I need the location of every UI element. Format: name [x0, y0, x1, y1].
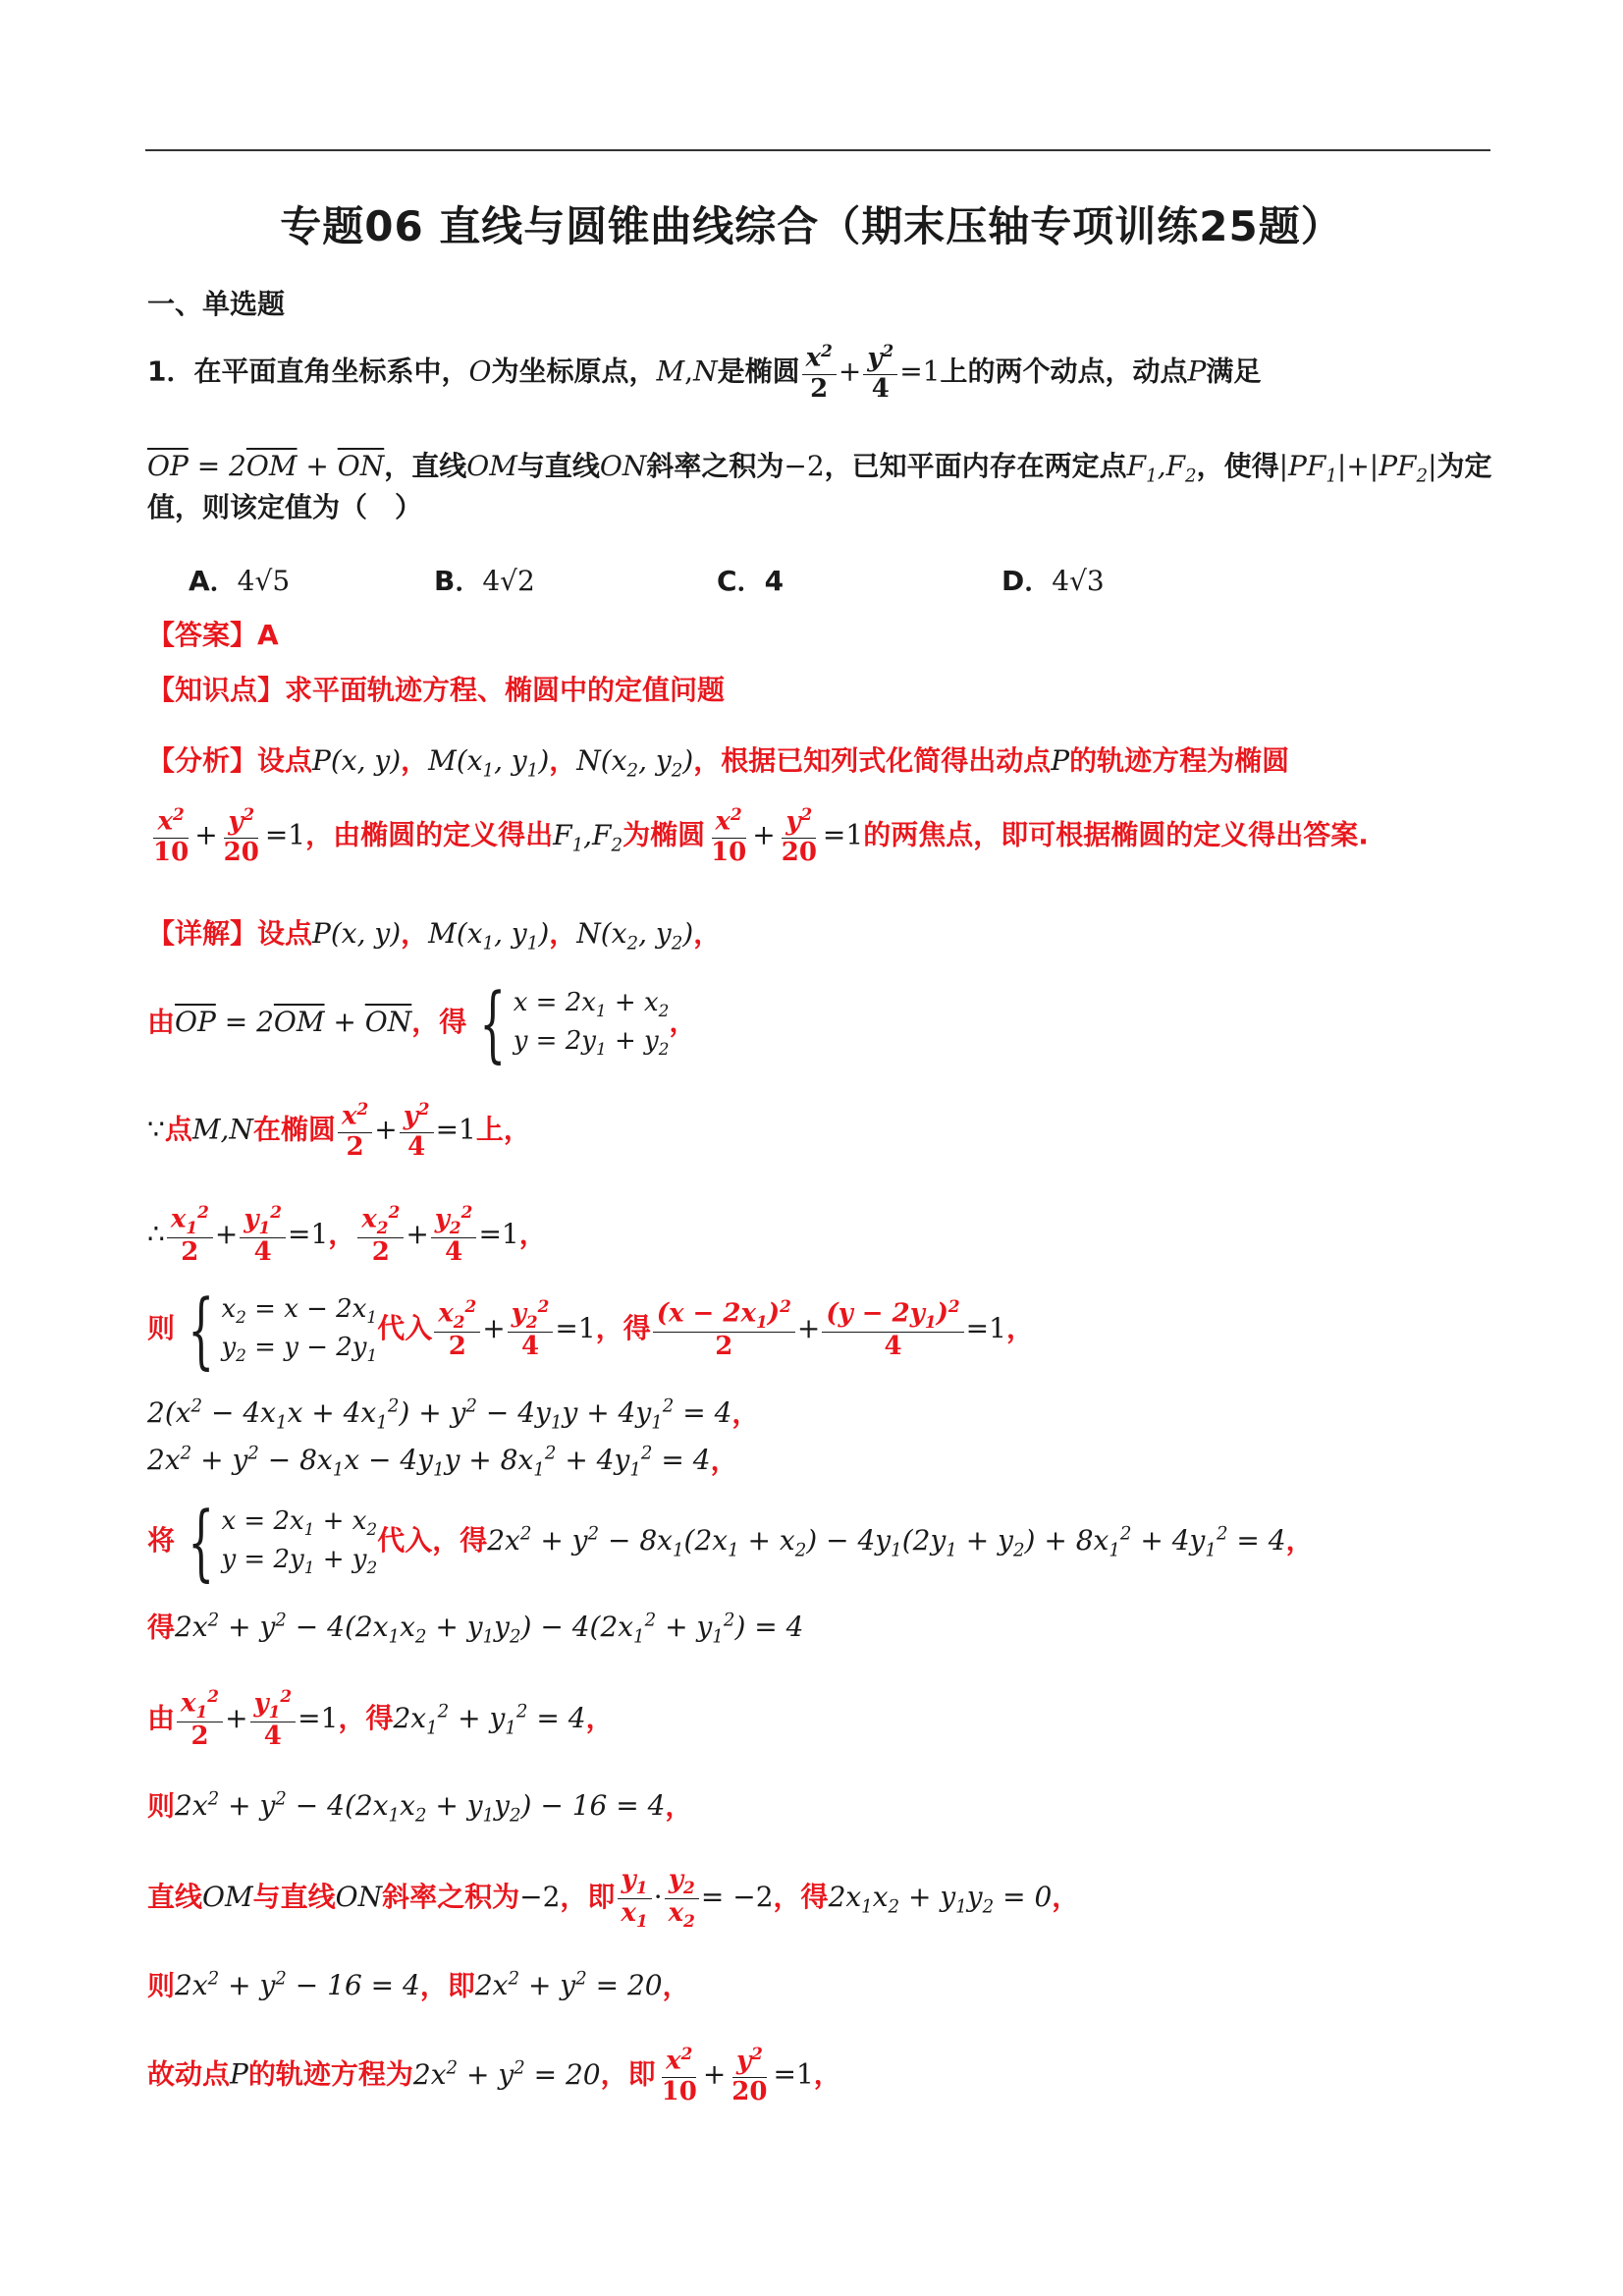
option-d: D．4√3 — [1001, 565, 1105, 597]
detail-line-5: 则 { $x_2 = x - 2x_1$ $y_2 = y - 2y_1$ 代入 $\frac{x_2^2}{2}$ + $\frac{y_2^2}{4}$ =1，得 $\frac{(x - 2x_1)^2}{2}$ + $\frac{(y - 2y_1)^2}{4}$ =1， — [147, 1282, 1034, 1378]
option-c: C．4 — [717, 565, 784, 597]
detail-line-7: $2x^2 + y^2 - 8x_1x - 4y_1y + 8x_1^2 + 4y_1^2 = 4$， — [147, 1444, 738, 1481]
detail-line-10: 由 $\frac{x_1^2}{2}$ + $\frac{y_1^2}{4}$ =1，得$2x_1^2 + y_1^2 = 4$， — [147, 1686, 614, 1752]
question-line-3: 值，则该定值为（ ） — [147, 491, 423, 523]
detail-line-3: ∵点M,N在椭圆 $\frac{x^2}{2}$ + $\frac{y^2}{4}$ =1上， — [147, 1099, 531, 1162]
detail-line-14: 故动点P的轨迹方程为$2x^2 + y^2 = 20$，即 $\frac{x^2}{10}$ + $\frac{y^2}{20}$ =1， — [147, 2044, 841, 2106]
section-heading: 一、单选题 — [147, 288, 286, 320]
detail-line-11: 则$2x^2 + y^2 - 4(2x_1x_2 + y_1y_2) - 16 = 4$， — [147, 1789, 693, 1827]
option-a: A．4√5 — [189, 565, 291, 597]
question-line-1: 1．在平面直角坐标系中，O为坐标原点，M,N是椭圆 $\frac{x^2}{2}$ + $\frac{y^2}{4}$ =1上的两个动点，动点P满足 — [147, 341, 1262, 404]
detail-line-1: 【详解】设点P(x, y)，$M(x_1$, $y_1$)，$N(x_2$, $y_2$)， — [147, 917, 722, 955]
page-title: 专题06 直线与圆锥曲线综合（期末压轴专项训练25题） — [280, 202, 1343, 250]
top-rule — [145, 149, 1490, 151]
option-b: B．4√2 — [434, 565, 535, 597]
analysis-line-1: 【分析】设点P(x, y)，$M(x_1$, $y_1$)，$N(x_2$, $y_2$)，根据已知列式化简得出动点P的轨迹方程为椭圆 — [147, 744, 1290, 782]
detail-line-8: 将 { $x = 2x_1 + x_2$ $y = 2y_1 + y_2$ 代入，得$2x^2 + y^2 - 8x_1(2x_1 + x_2) - 4y_1(2y_1 + y_2) + 8x_1^2 + 4y_1^2 = 4$， — [147, 1494, 1314, 1590]
detail-line-13: 则$2x^2 + y^2 - 16 = 4$，即$2x^2 + y^2 = 20$， — [147, 1969, 690, 2002]
detail-line-2: 由$\overline{OP} = 2\overline{OM} + \overline{ON}$，得 { $x = 2x_1 + x_2$ $y = 2y_1 + y_2$ ， — [147, 975, 697, 1071]
question-line-2: $\overline{OP} = 2\overline{OM} + \overline{ON}$，直线OM与直线ON斜率之积为−2，已知平面内存在两定点$F_1,F_2$，使得$|PF_1|+|PF_2|$为定 — [147, 450, 1492, 487]
detail-line-12: 直线OM与直线ON斜率之积为−2，即 $\frac{y_1}{x_1}$ · $\frac{y_2}{x_2}$ = −2，得$2x_1x_2 + y_1y_2 = 0$， — [147, 1865, 1080, 1931]
answer-line: 【答案】A — [147, 619, 279, 651]
knowledge-line: 【知识点】求平面轨迹方程、椭圆中的定值问题 — [147, 674, 726, 706]
analysis-line-2: $\frac{x^2}{10}$ + $\frac{y^2}{20}$ =1，由椭圆的定义得出$F_1,F_2$为椭圆 $\frac{x^2}{10}$ + $\frac{y^2}{20}$ =1的两焦点，即可根据椭圆的定义得出答案. — [153, 804, 1369, 867]
detail-line-6: $2(x^2 - 4x_1x + 4x_1^2) + y^2 - 4y_1y + 4y_1^2 = 4$， — [147, 1396, 760, 1434]
detail-line-4: ∴ $\frac{x_1^2}{2}$ + $\frac{y_1^2}{4}$ =1， $\frac{x_2^2}{2}$ + $\frac{y_2^2}{4}$ =1， — [147, 1202, 547, 1268]
detail-line-9: 得$2x^2 + y^2 - 4(2x_1x_2 + y_1y_2) - 4(2x_1^2 + y_1^2) = 4$ — [147, 1611, 804, 1648]
